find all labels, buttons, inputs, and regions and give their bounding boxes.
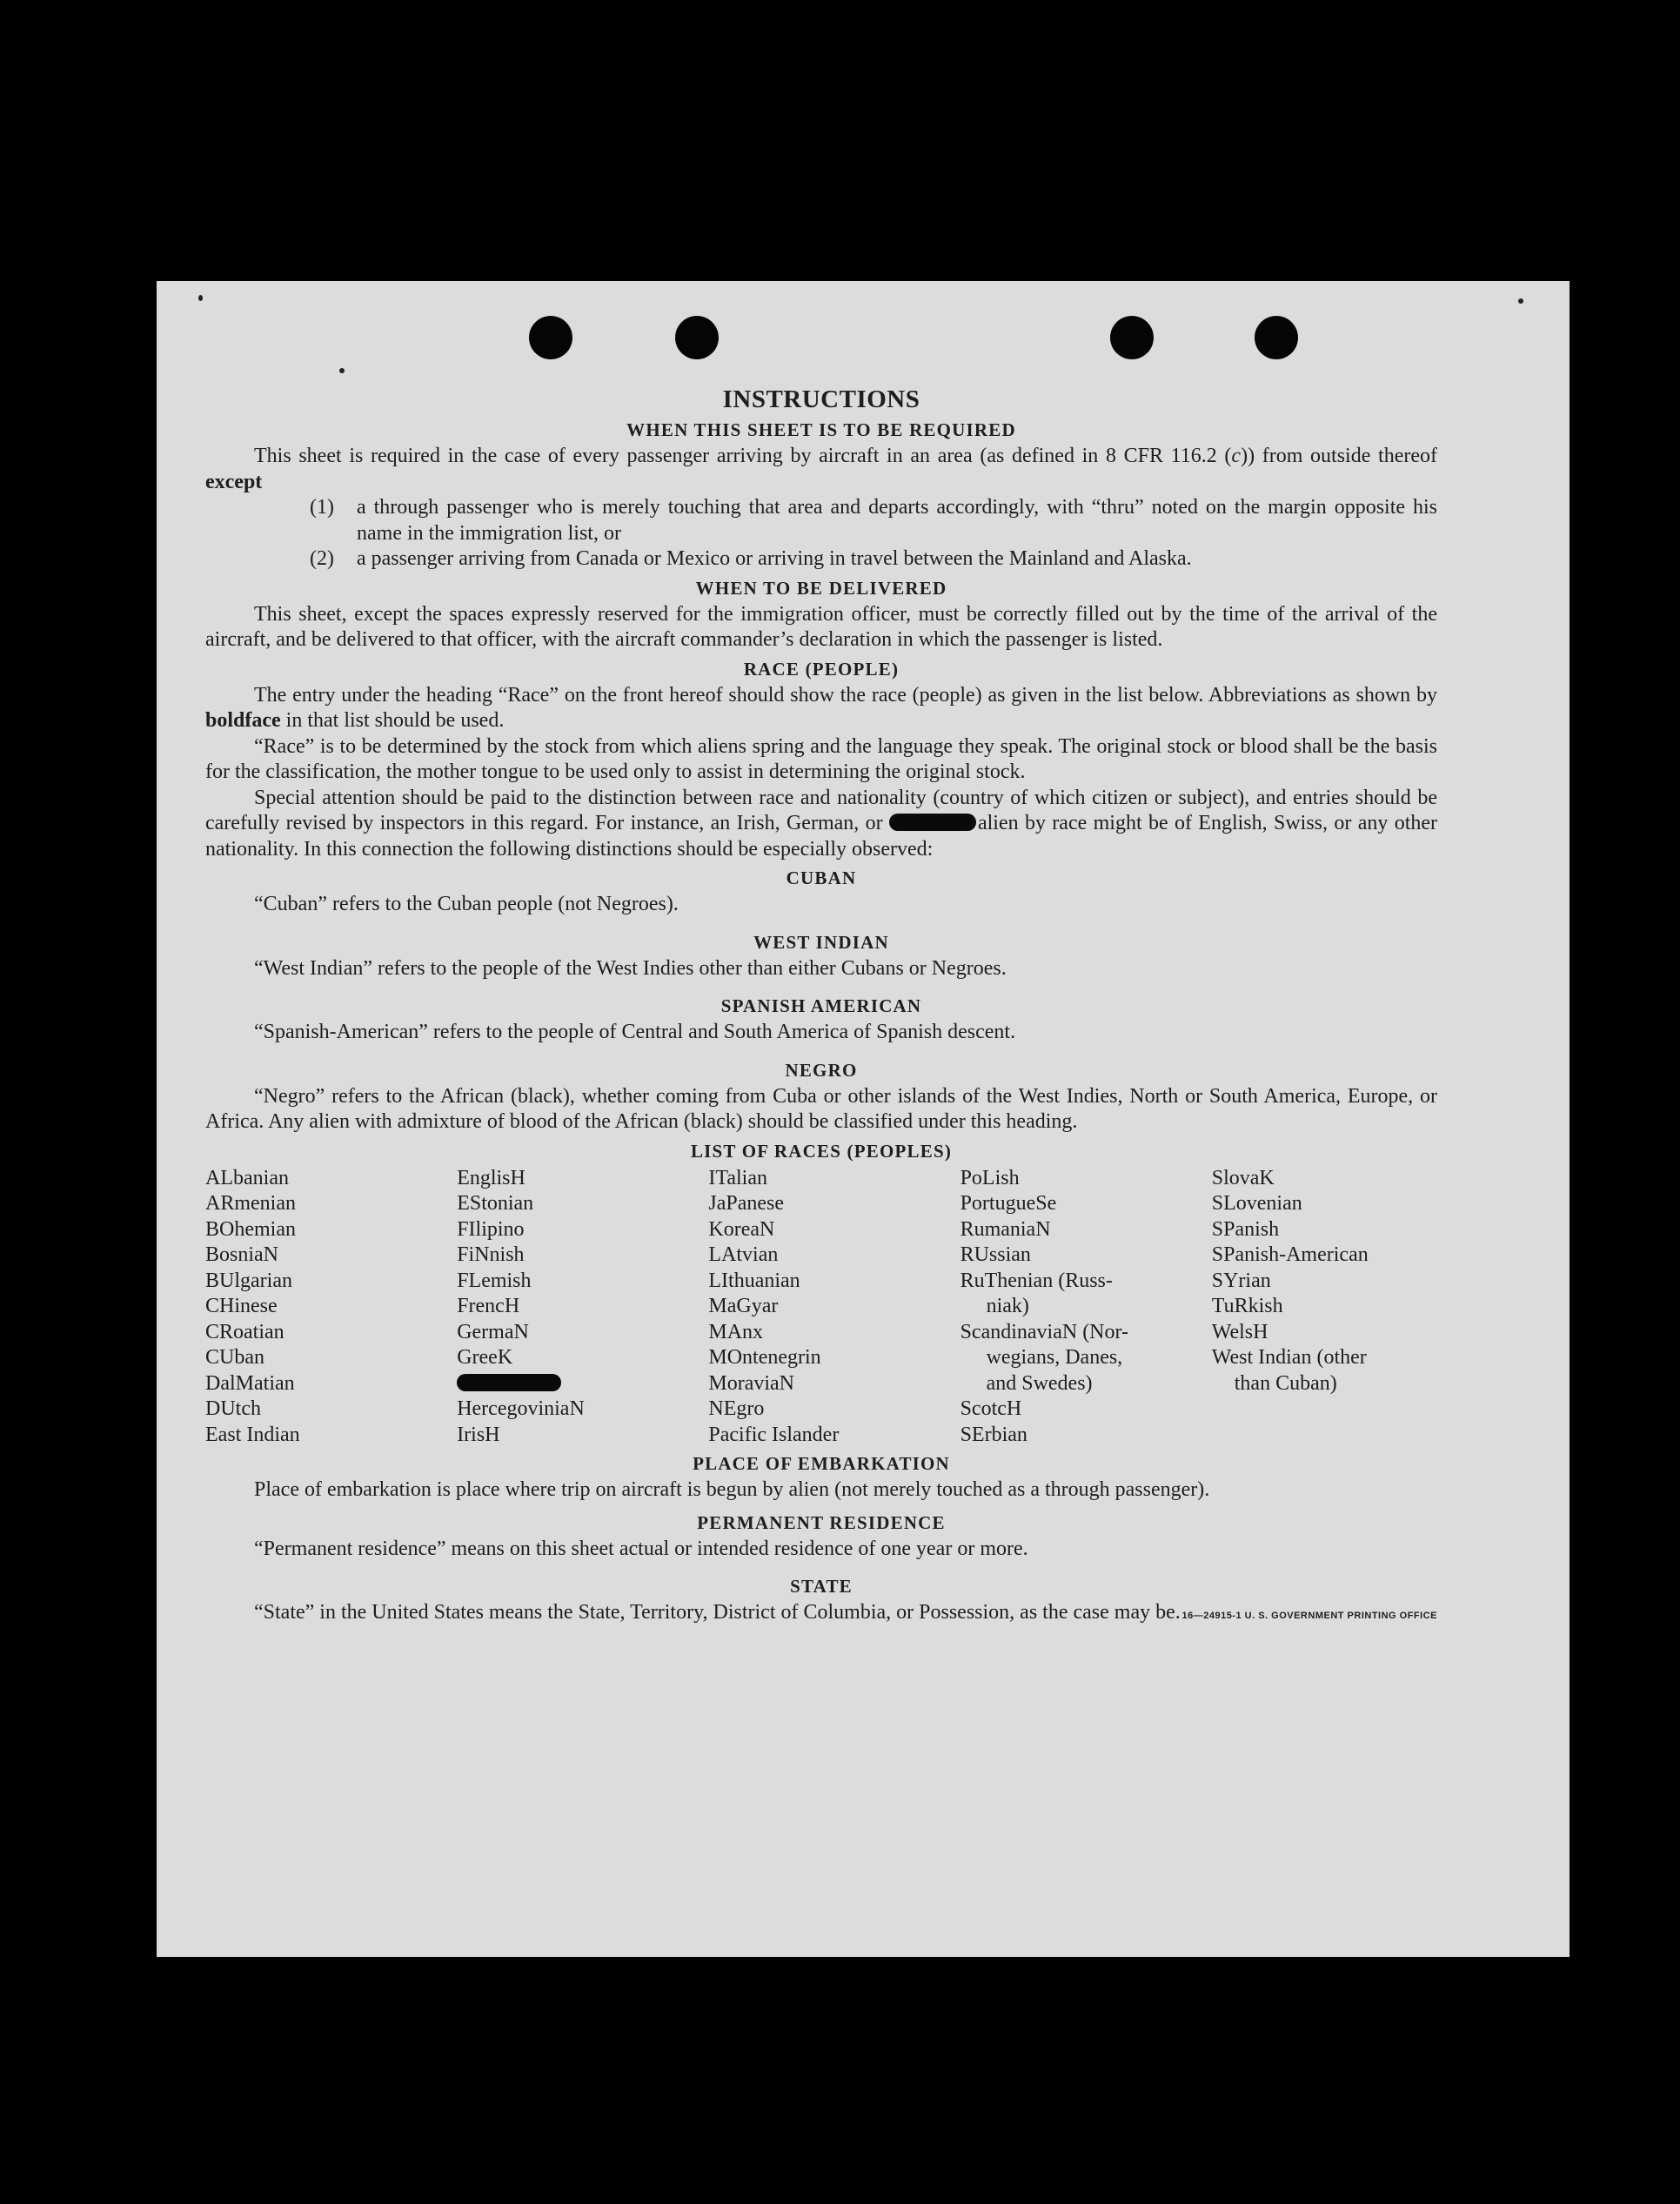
race-list	[205, 1166, 1437, 1449]
delivered-text: This sheet, except the spaces expressly reserved for the immigration officer, must be correctly filled out by the time of the arrival of the aircraft, and be delivered to that officer, with the aircraft commander’s declaration in which the passenger is listed.	[205, 602, 1437, 651]
race-entry: LAtvian	[708, 1243, 779, 1266]
race-entry: FIlipino	[457, 1217, 525, 1241]
redaction-mark	[889, 814, 976, 831]
race-entry: JaPanese	[708, 1192, 785, 1215]
race-entry: ScandinaviaN (Nor-	[960, 1320, 1129, 1343]
race-entry: ScotcH	[960, 1397, 1022, 1420]
race-entry: FLemish	[457, 1269, 532, 1292]
race-entry: SLovenian	[1211, 1192, 1302, 1215]
race-entry: ITalian	[708, 1166, 767, 1189]
cuban-text: “Cuban” refers to the Cuban people (not Negroes).	[254, 893, 679, 915]
race-entry: RumaniaN	[960, 1217, 1051, 1241]
race-entry: NEgro	[708, 1397, 765, 1420]
race-entry: CRoatian	[205, 1320, 284, 1343]
race-entry: HercegoviniaN	[457, 1397, 585, 1420]
race-entry: WelsH	[1211, 1320, 1268, 1343]
printer-imprint: 16—24915-1 U. S. GOVERNMENT PRINTING OFFICE	[1181, 1610, 1437, 1621]
section-heading-delivered: WHEN TO BE DELIVERED	[695, 577, 947, 599]
race-column-3	[708, 1166, 960, 1449]
section-heading-west-indian: WEST INDIAN	[753, 931, 889, 953]
race-entry: IrisH	[457, 1423, 500, 1446]
race-paragraph-2: “Race” is to be determined by the stock from which aliens spring and the language they speak. The original stock or blood shall be the basis for the classification, the mother tongue to be used only to assist in determining the original stock.	[205, 734, 1437, 783]
race-entry: SPanish-American	[1211, 1243, 1369, 1266]
race-entry: DUtch	[205, 1397, 261, 1420]
race-entry: DalMatian	[205, 1371, 295, 1395]
embarkation-text: Place of embarkation is place where trip on aircraft is begun by alien (not merely touched as a through passenger).	[254, 1478, 1210, 1501]
race-entry: SYrian	[1211, 1269, 1271, 1292]
speck	[198, 295, 203, 301]
race-column-4	[960, 1166, 1212, 1449]
race-column-5	[1212, 1166, 1437, 1449]
section-heading-embarkation: PLACE OF EMBARKATION	[693, 1453, 950, 1474]
race-entry: FiNnish	[457, 1243, 525, 1266]
race-paragraph-1: The entry under the heading “Race” on the front hereof should show the race (people) as given in the list below. Abbreviations as shown by boldface in that list should be used.	[205, 683, 1437, 732]
punch-hole	[1110, 316, 1154, 359]
race-entry: CHinese	[205, 1295, 278, 1317]
west-indian-text: “West Indian” refers to the people of the West Indies other than either Cubans or Negroes.	[254, 956, 1007, 980]
race-entry: MoraviaN	[708, 1371, 795, 1395]
race-entry: KoreaN	[708, 1217, 775, 1241]
section-heading-negro: NEGRO	[785, 1059, 858, 1081]
race-entry: EStonian	[457, 1192, 534, 1215]
state-text: “State” in the United States means the State, Territory, District of Columbia, or Possession, as the case may be.	[254, 1601, 1181, 1624]
race-entry: PoLish	[960, 1166, 1020, 1189]
race-entry: BUlgarian	[205, 1269, 292, 1292]
race-entry: West Indian (other	[1211, 1346, 1367, 1369]
section-heading-cuban: CUBAN	[786, 868, 857, 888]
required-intro: This sheet is required in the case of every passenger arriving by aircraft in an area (as defined in 8 CFR 116.2 (c)) from outside thereof except	[205, 445, 1438, 493]
race-entry: SlovaK	[1211, 1166, 1275, 1189]
redaction-mark	[457, 1374, 561, 1391]
race-entry: than Cuban)	[1234, 1371, 1337, 1395]
list-item: (2) a passenger arriving from Canada or Mexico or arriving in travel between the Mainland and Alaska.	[310, 547, 1192, 570]
race-entry: MOntenegrin	[708, 1346, 821, 1369]
speck	[1518, 298, 1523, 304]
section-heading-spanish-american: SPANISH AMERICAN	[720, 995, 922, 1016]
punch-hole	[675, 316, 719, 359]
race-entry: Pacific Islander	[708, 1423, 840, 1446]
race-entry: SPanish	[1211, 1217, 1280, 1241]
race-entry: LIthuanian	[708, 1269, 800, 1292]
punch-hole	[1255, 316, 1298, 359]
section-heading-state: STATE	[790, 1576, 853, 1597]
section-heading-required: WHEN THIS SHEET IS TO BE REQUIRED	[626, 419, 1016, 440]
list-item: (1) a through passenger who is merely touching that area and departs accordingly, with “thru” noted on the margin opposite his name in the immigration list, or	[310, 496, 1437, 545]
race-entry: GreeK	[457, 1346, 513, 1369]
page-title: INSTRUCTIONS	[722, 385, 920, 413]
punch-hole	[529, 316, 572, 359]
race-column-2	[457, 1166, 708, 1449]
state-row	[205, 1600, 1437, 1626]
race-entry-redacted	[457, 1371, 708, 1397]
residence-text: “Permanent residence” means on this sheet actual or intended residence of one year or more.	[254, 1537, 1028, 1560]
race-paragraph-3: Special attention should be paid to the distinction between race and nationality (country of which citizen or subject), and entries should be carefully revised by inspectors in this regard. For instance, an Irish, German, or alien by race might be of English, Swiss, or any other nationality. In this connection the following distinctions should be especially observed:	[205, 786, 1438, 861]
race-entry: ARmenian	[205, 1192, 296, 1215]
race-entry: TuRkish	[1211, 1295, 1283, 1317]
race-entry: niak)	[986, 1295, 1029, 1317]
race-entry: PortugueSe	[960, 1192, 1057, 1215]
race-entry: RuThenian (Russ-	[960, 1269, 1113, 1292]
spanish-american-text: “Spanish-American” refers to the people of Central and South America of Spanish descent.	[254, 1021, 1016, 1043]
race-entry: BosniaN	[205, 1243, 278, 1266]
race-entry: EnglisH	[457, 1166, 525, 1189]
race-entry: MAnx	[708, 1320, 764, 1343]
race-entry: RUssian	[960, 1243, 1031, 1266]
section-heading-race-list: LIST OF RACES (PEOPLES)	[690, 1140, 953, 1162]
speck	[339, 368, 345, 373]
section-heading-residence: PERMANENT RESIDENCE	[697, 1511, 946, 1533]
race-column-1	[205, 1166, 457, 1449]
race-entry: FrencH	[457, 1295, 520, 1317]
race-entry: and Swedes)	[986, 1371, 1093, 1395]
race-entry: wegians, Danes,	[986, 1346, 1123, 1369]
race-entry: ALbanian	[205, 1166, 289, 1189]
section-heading-race: RACE (PEOPLE)	[743, 658, 900, 680]
race-entry: BOhemian	[205, 1217, 296, 1241]
document-page	[157, 281, 1570, 1957]
race-entry: CUban	[205, 1346, 264, 1369]
race-entry: GermaN	[457, 1320, 529, 1343]
negro-text: “Negro” refers to the African (black), whether coming from Cuba or other islands of the West Indies, North or South America, Europe, or Africa. Any alien with admixture of blood of the African (black) should be classified under this heading.	[205, 1084, 1437, 1133]
race-entry: MaGyar	[708, 1295, 779, 1317]
race-entry: East Indian	[205, 1423, 300, 1446]
race-entry: SErbian	[960, 1423, 1027, 1446]
